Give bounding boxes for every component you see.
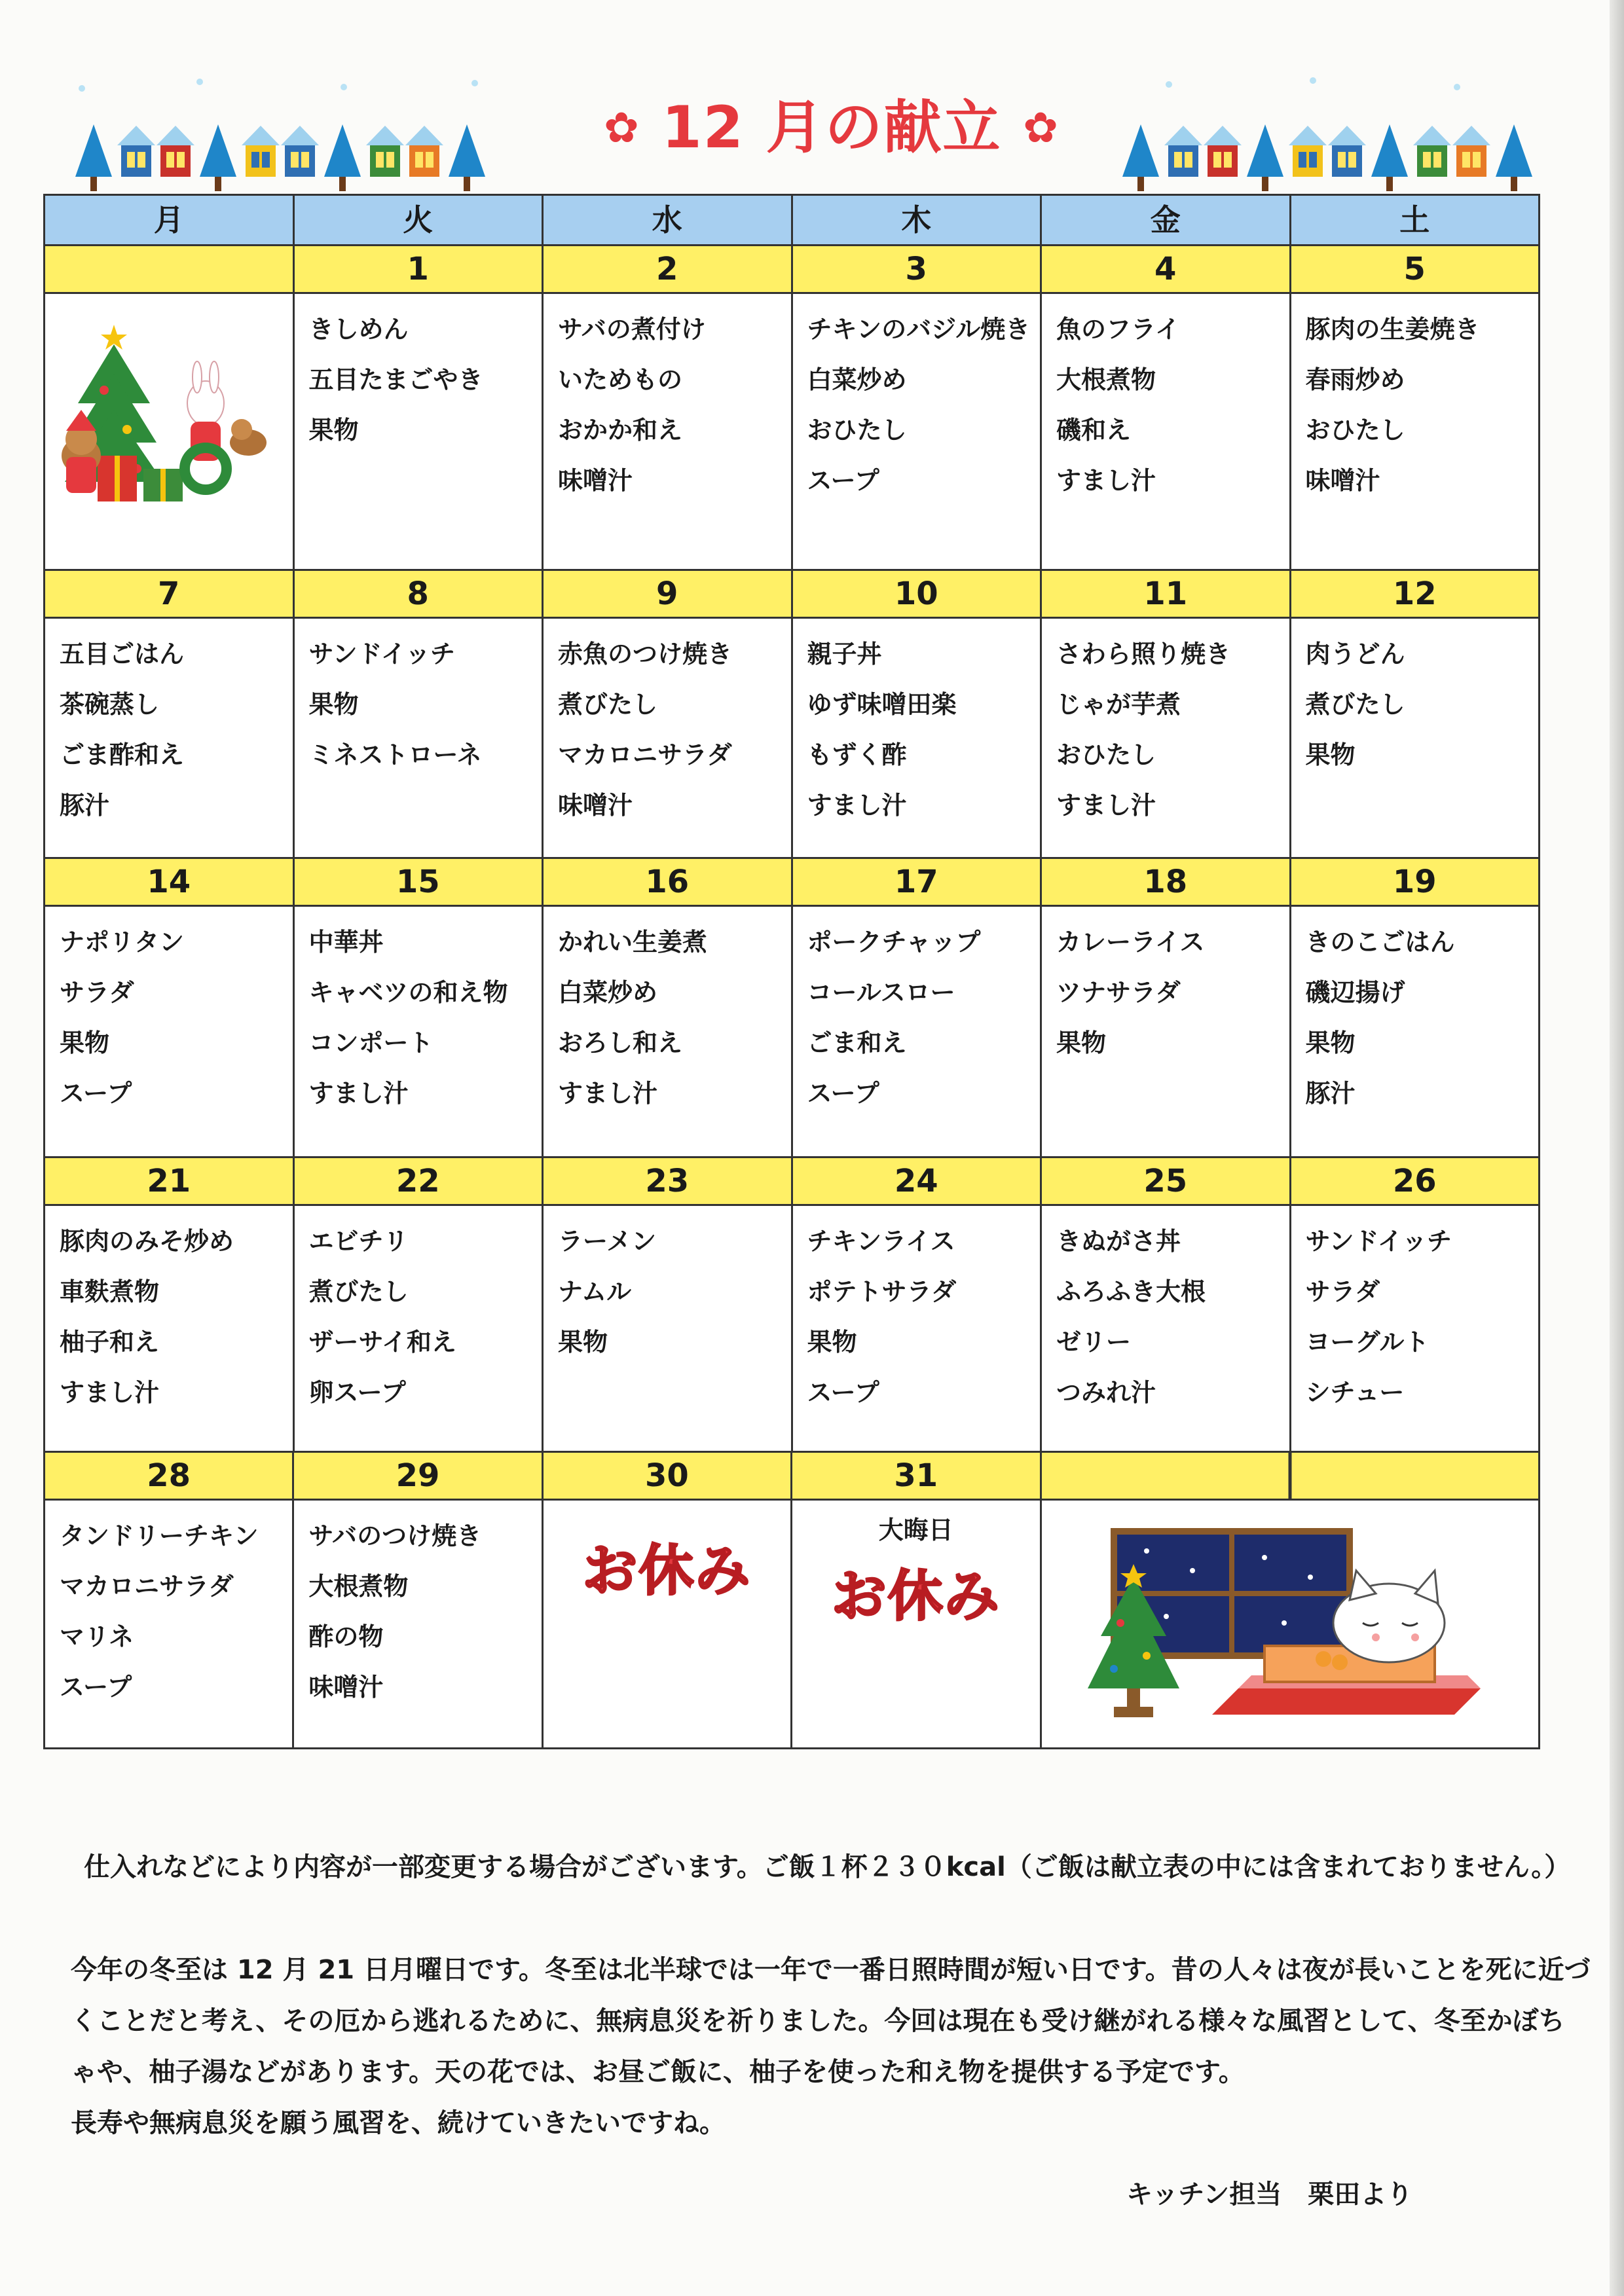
day-cell-5: [1289, 244, 1541, 571]
menu-item: すまし汁: [308, 1079, 409, 1108]
menu-item: 魚のフライ: [1056, 315, 1180, 344]
menu-item: ザーサイ和え: [308, 1328, 456, 1357]
tree-icon: [1371, 124, 1408, 177]
house-icon: [1456, 144, 1486, 177]
date-number: 5: [1291, 246, 1539, 294]
house-icon: [370, 144, 400, 177]
menu-item: ゆず味噌田楽: [807, 690, 957, 719]
menu-item: かれい生姜煮: [558, 928, 708, 957]
calendar-week-row: [43, 1451, 1540, 1749]
menu-item: 磯和え: [1056, 416, 1132, 445]
winter-village-decoration-right: [1122, 98, 1532, 177]
snowflake-icon: [196, 79, 203, 85]
date-number: 17: [793, 859, 1041, 907]
menu-item: サバのつけ焼き: [308, 1522, 482, 1550]
house-icon: [1208, 144, 1238, 177]
weekday-header: 木: [793, 196, 1043, 244]
date-number: 26: [1291, 1158, 1539, 1206]
date-number: [45, 246, 293, 294]
menu-item: ポークチャップ: [807, 928, 981, 957]
menu-item: 味噌汁: [558, 791, 633, 820]
tree-icon: [200, 124, 236, 177]
menu-list: [1042, 619, 1289, 831]
menu-item: 果物: [1305, 1029, 1356, 1057]
menu-item: マリネ: [60, 1622, 134, 1651]
message-line: くことだと考え、その厄から逃れるために、無病息災を祈りました。今回は現在も受け継がれる様々な風習として、冬至かぼち: [71, 2006, 1565, 2036]
date-number: 29: [294, 1453, 541, 1501]
date-number: 12: [1291, 571, 1539, 619]
closed-label: お休み: [831, 1564, 1001, 1628]
menu-item: 茶碗蒸し: [60, 690, 160, 719]
date-number: 31: [792, 1453, 1039, 1501]
day-cell-8: [293, 569, 544, 859]
menu-list: [544, 907, 791, 1119]
menu-item: コンポート: [308, 1029, 434, 1057]
menu-item: スープ: [807, 1079, 879, 1108]
tree-icon: [324, 124, 361, 177]
menu-item: スープ: [60, 1673, 132, 1702]
page-title: [550, 92, 1113, 164]
house-icon: [246, 144, 276, 177]
day-cell-3: [791, 244, 1043, 571]
date-number: 7: [45, 571, 293, 619]
closed-label: お休み: [582, 1539, 752, 1603]
menu-item: キャベツの和え物: [308, 978, 508, 1007]
menu-item: 五目たまごやき: [308, 365, 483, 394]
date-number: 25: [1042, 1158, 1289, 1206]
day-cell-30: [542, 1451, 792, 1749]
day-cell-26: [1289, 1156, 1541, 1453]
menu-list: [45, 619, 293, 831]
menu-list: [294, 1501, 541, 1713]
day-cell-23: [542, 1156, 793, 1453]
menu-list: [1291, 294, 1539, 506]
menu-list: [544, 619, 791, 831]
menu-item: スープ: [807, 466, 879, 495]
calendar-week-row: [43, 1156, 1540, 1453]
menu-item: 豚汁: [60, 791, 110, 820]
menu-list: [45, 907, 293, 1119]
menu-item: 親子丼: [807, 640, 882, 668]
day-cell-28: [43, 1451, 294, 1749]
menu-item: スープ: [807, 1378, 879, 1407]
menu-item: きぬがさ丼: [1056, 1227, 1181, 1256]
menu-item: 春雨炒め: [1305, 365, 1405, 394]
christmas-tree-illustration: [52, 312, 274, 511]
menu-item: エビチリ: [308, 1227, 409, 1256]
date-number: 18: [1042, 859, 1289, 907]
day-cell-empty: [1040, 1451, 1541, 1749]
house-icon: [409, 144, 439, 177]
snowflake-icon: [1166, 81, 1172, 88]
weekday-header: 月: [45, 196, 295, 244]
menu-item: ヨーグルト: [1305, 1328, 1430, 1357]
snowflake-icon: [1454, 84, 1460, 90]
menu-item: いためもの: [558, 365, 683, 394]
weekday-header: 水: [544, 196, 793, 244]
day-cell-19: [1289, 857, 1541, 1158]
menu-item: 五目ごはん: [60, 640, 185, 668]
day-cell-4: [1040, 244, 1291, 571]
menu-item: サンドイッチ: [308, 640, 455, 668]
day-cell-9: [542, 569, 793, 859]
winter-solstice-message: [71, 1944, 1591, 2149]
tree-icon: [1122, 124, 1159, 177]
flower-icon: ✿: [1023, 104, 1060, 153]
menu-list: [295, 1206, 542, 1418]
date-number: 28: [45, 1453, 292, 1501]
menu-item: 豚肉の生姜焼き: [1305, 315, 1480, 344]
page-title-text: 12 月の献立: [661, 94, 1002, 161]
page-edge: [1610, 0, 1624, 2296]
menu-item: 煮びたし: [1305, 690, 1405, 719]
holiday-label: 大晦日: [878, 1516, 953, 1544]
day-cell-18: [1040, 857, 1291, 1158]
date-number: 16: [544, 859, 791, 907]
calendar-week-row: [43, 857, 1540, 1158]
menu-item: サンドイッチ: [1305, 1227, 1452, 1256]
menu-item: 果物: [308, 416, 359, 445]
menu-item: 肉うどん: [1305, 640, 1405, 668]
menu-item: タンドリーチキン: [60, 1522, 259, 1550]
menu-item: きのこごはん: [1305, 928, 1455, 957]
menu-item: マカロニサラダ: [558, 740, 732, 769]
menu-item: コールスロー: [807, 978, 955, 1007]
day-cell-7: [43, 569, 295, 859]
menu-item: すまし汁: [807, 791, 907, 820]
snowflake-icon: [79, 85, 85, 92]
menu-list: [1042, 294, 1289, 506]
menu-list: [793, 619, 1041, 831]
menu-item: 果物: [1056, 1029, 1107, 1057]
date-number: 14: [45, 859, 293, 907]
menu-list: [1042, 907, 1289, 1068]
day-cell-11: [1040, 569, 1291, 859]
day-cell-1: [293, 244, 544, 571]
menu-list: [1291, 619, 1539, 780]
menu-item: ツナサラダ: [1056, 978, 1181, 1007]
menu-list: [1291, 1206, 1539, 1418]
house-icon: [121, 144, 151, 177]
date-number: 2: [544, 246, 791, 294]
menu-item: マカロニサラダ: [60, 1572, 234, 1601]
date-number: 4: [1042, 246, 1289, 294]
message-line: 今年の冬至は 12 月 21 日月曜日です。冬至は北半球では一年で一番日照時間が短い日です。昔の人々は夜が長いことを死に近づ: [71, 1955, 1591, 1985]
weekday-header: 金: [1042, 196, 1291, 244]
date-number: 10: [793, 571, 1041, 619]
tree-icon: [449, 124, 485, 177]
menu-item: すまし汁: [1056, 466, 1156, 495]
menu-item: きしめん: [308, 315, 409, 344]
menu-list: [544, 1206, 791, 1368]
house-icon: [1417, 144, 1447, 177]
menu-item: おろし和え: [558, 1029, 683, 1057]
menu-list: [295, 619, 542, 780]
menu-calendar: [43, 194, 1540, 1802]
menu-item: 磯辺揚げ: [1305, 978, 1405, 1007]
winter-village-decoration-left: [75, 98, 485, 177]
menu-item: 味噌汁: [558, 466, 633, 495]
menu-item: ふろふき大根: [1056, 1277, 1206, 1306]
day-cell-29: [292, 1451, 543, 1749]
snowflake-icon: [341, 84, 347, 90]
menu-item: 果物: [308, 690, 359, 719]
date-number: 3: [793, 246, 1041, 294]
date-number: 15: [295, 859, 542, 907]
date-number: 8: [295, 571, 542, 619]
day-cell-15: [293, 857, 544, 1158]
menu-item: 果物: [1305, 740, 1356, 769]
day-cell-17: [791, 857, 1043, 1158]
menu-item: 柚子和え: [60, 1328, 160, 1357]
menu-change-note: 仕入れなどにより内容が一部変更する場合がございます。ご飯１杯２３０kcal（ご飯は献立表の中には含まれておりません。）: [84, 1852, 1571, 1882]
day-cell-10: [791, 569, 1043, 859]
menu-item: チキンライス: [807, 1227, 955, 1256]
menu-item: おひたし: [1056, 740, 1156, 769]
cat-kotatsu-illustration: [1048, 1525, 1494, 1737]
menu-item: 白菜炒め: [807, 365, 907, 394]
day-cell-31: [790, 1451, 1041, 1749]
menu-list: [793, 907, 1041, 1119]
header-banner: [65, 72, 1532, 177]
menu-item: 中華丼: [308, 928, 384, 957]
day-cell-21: [43, 1156, 295, 1453]
menu-item: サラダ: [60, 978, 134, 1007]
menu-item: すまし汁: [60, 1378, 160, 1407]
weekday-header: 土: [1399, 202, 1430, 238]
tree-icon: [1496, 124, 1532, 177]
menu-item: ミネストローネ: [308, 740, 482, 769]
menu-item: 白菜炒め: [558, 978, 658, 1007]
calendar-week-row: [43, 244, 1540, 571]
message-line: 長寿や無病息災を願う風習を、続けていきたいですね。: [71, 2108, 726, 2138]
house-icon: [1168, 144, 1198, 177]
menu-list: [1291, 907, 1539, 1119]
date-number: 11: [1042, 571, 1289, 619]
day-cell-16: [542, 857, 793, 1158]
menu-item: ラーメン: [558, 1227, 657, 1256]
tree-icon: [1247, 124, 1283, 177]
menu-list: [295, 907, 542, 1119]
menu-item: すまし汁: [558, 1079, 658, 1108]
house-icon: [1293, 144, 1323, 177]
menu-item: スープ: [60, 1079, 132, 1108]
menu-item: 大根煮物: [308, 1572, 409, 1601]
menu-item: ゼリー: [1056, 1328, 1132, 1357]
house-icon: [1332, 144, 1362, 177]
menu-item: おひたし: [1305, 416, 1405, 445]
day-cell-empty: [43, 244, 295, 571]
menu-list: [793, 1206, 1041, 1418]
tree-icon: [75, 124, 112, 177]
menu-item: 味噌汁: [308, 1673, 384, 1702]
date-number: 22: [295, 1158, 542, 1206]
menu-item: 果物: [807, 1328, 857, 1357]
menu-item: ナポリタン: [60, 928, 185, 957]
menu-item: ごま和え: [807, 1029, 907, 1057]
menu-list: [295, 294, 542, 456]
menu-item: じゃが芋煮: [1056, 690, 1181, 719]
flower-icon: ✿: [604, 104, 640, 153]
date-number: 19: [1291, 859, 1539, 907]
day-cell-14: [43, 857, 295, 1158]
menu-list: [45, 1206, 293, 1418]
menu-item: 酢の物: [308, 1622, 384, 1651]
date-number: 21: [45, 1158, 293, 1206]
menu-item: おかか和え: [558, 416, 683, 445]
day-cell-25: [1040, 1156, 1291, 1453]
menu-item: もずく酢: [807, 740, 907, 769]
calendar-week-row: [43, 569, 1540, 859]
snowflake-icon: [1310, 77, 1316, 84]
menu-item: 果物: [558, 1328, 608, 1357]
menu-item: 車麩煮物: [60, 1277, 160, 1306]
house-icon: [160, 144, 191, 177]
menu-item: 煮びたし: [308, 1277, 409, 1306]
snowflake-icon: [471, 80, 478, 86]
date-number: 1: [295, 246, 542, 294]
day-cell-22: [293, 1156, 544, 1453]
menu-item: 卵スープ: [308, 1378, 406, 1407]
menu-list: [544, 294, 791, 506]
menu-item: おひたし: [807, 416, 907, 445]
menu-list: [45, 1501, 292, 1713]
signature: キッチン担当 栗田より: [1126, 2179, 1413, 2210]
menu-item: ポテトサラダ: [807, 1277, 957, 1306]
menu-item: チキンのバジル焼き: [807, 315, 1031, 344]
menu-item: カレーライス: [1056, 928, 1205, 957]
menu-item: つみれ汁: [1056, 1378, 1156, 1407]
weekday-header: 火: [295, 196, 544, 244]
date-number: 23: [544, 1158, 791, 1206]
date-number: [1042, 1453, 1539, 1501]
menu-item: 味噌汁: [1305, 466, 1380, 495]
weekday-header-row: [43, 194, 1540, 246]
menu-item: 煮びたし: [558, 690, 658, 719]
menu-list: [793, 294, 1041, 506]
menu-item: サラダ: [1305, 1277, 1380, 1306]
menu-item: すまし汁: [1056, 791, 1156, 820]
menu-item: シチュー: [1305, 1378, 1405, 1407]
menu-item: 赤魚のつけ焼き: [558, 640, 733, 668]
day-cell-2: [542, 244, 793, 571]
menu-item: 豚汁: [1305, 1079, 1356, 1108]
menu-item: 豚肉のみそ炒め: [60, 1227, 234, 1256]
menu-list: [1042, 1206, 1289, 1418]
date-number: 30: [544, 1453, 790, 1501]
message-line: ゃや、柚子湯などがあります。天の花では、お昼ご飯に、柚子を使った和え物を提供する予定です。: [71, 2057, 1245, 2087]
house-icon: [285, 144, 315, 177]
menu-item: 大根煮物: [1056, 365, 1156, 394]
day-cell-24: [791, 1156, 1043, 1453]
menu-item: ナムル: [558, 1277, 632, 1306]
date-number: 24: [793, 1158, 1041, 1206]
menu-item: 果物: [60, 1029, 110, 1057]
date-number: 9: [544, 571, 791, 619]
menu-item: さわら照り焼き: [1056, 640, 1231, 668]
menu-item: サバの煮付け: [558, 315, 706, 344]
day-cell-12: [1289, 569, 1541, 859]
menu-item: ごま酢和え: [60, 740, 185, 769]
